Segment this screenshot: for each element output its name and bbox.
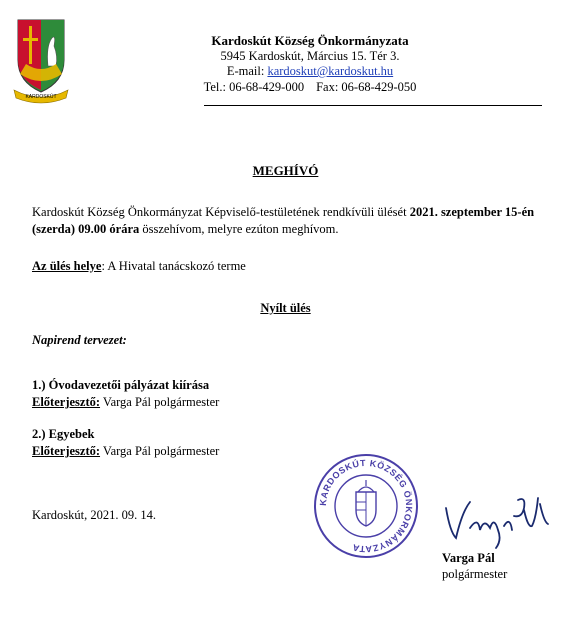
item-number: 2.) xyxy=(32,427,46,441)
place-label: Az ülés helye xyxy=(32,259,102,273)
org-email xyxy=(150,64,470,80)
crest-ribbon-text: KARDOSKÚT xyxy=(25,94,57,100)
presenter-label: Előterjesztő: xyxy=(32,395,101,409)
fax-text: Fax: 06-68-429-050 xyxy=(316,79,417,94)
agenda-item xyxy=(32,426,219,460)
email-label: E-mail: xyxy=(226,64,268,78)
signature-block xyxy=(442,550,507,582)
item-number: 1.) xyxy=(32,378,46,392)
header-divider xyxy=(204,105,542,106)
agenda-item xyxy=(32,377,219,411)
intro-paragraph: Kardoskút Község Önkormányzat Képviselő-testületének rendkívüli ülését 2021. szeptember 15-én (szerda) 09.00 órára összehívom, melyre ezúton meghívom. xyxy=(32,205,535,236)
letterhead xyxy=(150,33,470,95)
item-title: Óvodavezetői pályázat kiírása xyxy=(48,378,210,392)
phone-text: Tel.: 06-68-429-000 xyxy=(203,79,305,94)
meeting-place xyxy=(32,258,246,275)
stamp-text: KARDOSKÚT KÖZSÉG ÖNKORMÁNYZATA xyxy=(317,457,415,555)
document-title: MEGHÍVÓ xyxy=(252,163,319,178)
signer-title: polgármester xyxy=(442,567,508,581)
session-heading: Nyílt ülés xyxy=(260,301,311,315)
org-name: Kardoskút Község Önkormányzata xyxy=(211,33,409,48)
item-title: Egyebek xyxy=(48,427,95,441)
presenter-name: Varga Pál polgármester xyxy=(100,444,220,458)
presenter-name: Varga Pál polgármester xyxy=(100,395,220,409)
agenda-title: Napirend tervezet: xyxy=(32,333,127,347)
official-stamp-icon xyxy=(312,452,420,560)
place-and-date: Kardoskút, 2021. 09. 14. xyxy=(32,508,156,522)
org-address: 5945 Kardoskút, Március 15. Tér 3. xyxy=(220,48,400,63)
signer-name: Varga Pál xyxy=(442,551,495,565)
signature-icon xyxy=(440,488,552,554)
coat-of-arms-icon xyxy=(12,16,70,104)
email-link[interactable]: kardoskut@kardoskut.hu xyxy=(267,64,394,78)
place-value: : A Hivatal tanácskozó terme xyxy=(101,259,246,273)
org-phone-fax xyxy=(150,80,470,96)
presenter-label: Előterjesztő: xyxy=(32,444,101,458)
